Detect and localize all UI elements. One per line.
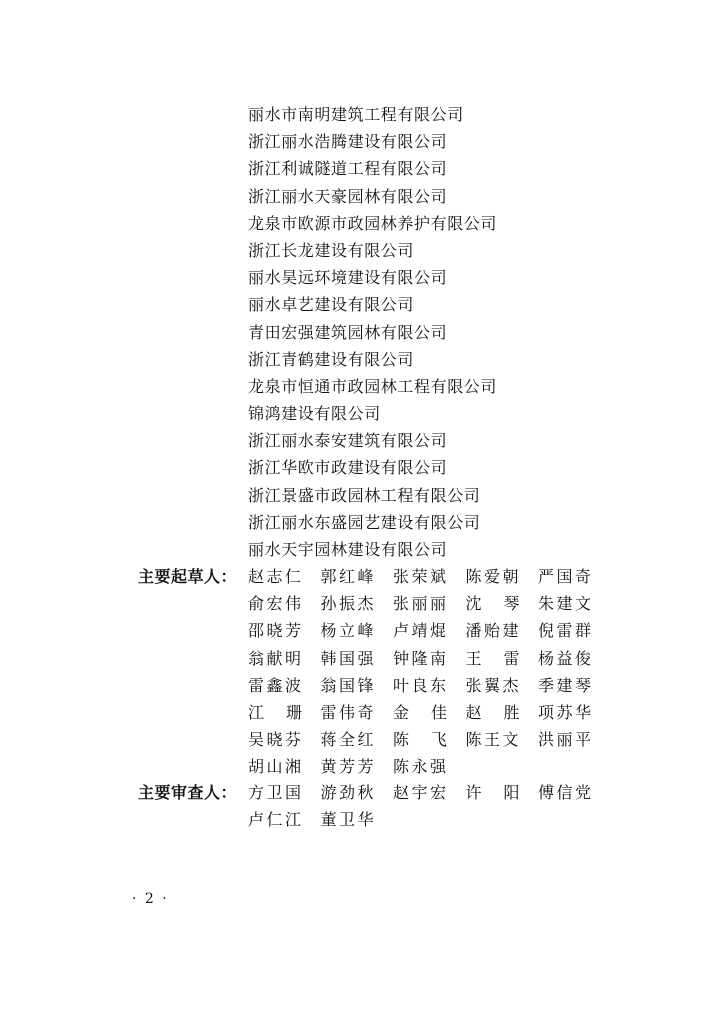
company-item: 丽水天宇园林建设有限公司	[248, 540, 448, 559]
reviewers-name: 董 卫 华	[320, 810, 375, 830]
reviewers-name: 游 劲 秋	[320, 783, 375, 802]
drafters-name: 季 建 琴	[538, 675, 592, 695]
company-item: 丽水昊远环境建设有限公司	[248, 268, 448, 288]
drafters-name: 朱 建 文	[538, 594, 592, 614]
company-item: 龙泉市欧源市政园林养护有限公司	[248, 213, 498, 233]
drafters-name: 杨 立 峰	[320, 621, 375, 641]
company-item: 丽水市南明建筑工程有限公司	[248, 105, 464, 124]
company-item: 锦鸿建设有限公司	[248, 404, 381, 424]
company-item: 浙江华欧市政建设有限公司	[248, 458, 448, 478]
drafters-names-grid	[248, 563, 611, 781]
drafters-name: 沈 琴	[465, 594, 520, 614]
drafters-name: 项 苏 华	[538, 702, 592, 722]
drafters-label: 主要起草人：	[138, 567, 238, 586]
participating-companies-list	[248, 101, 497, 563]
reviewers-name: 卢 仁 江	[248, 810, 302, 830]
drafters-name: 陈 飞	[393, 730, 447, 750]
reviewers-name: 许 阳	[465, 783, 520, 802]
drafters-name: 洪 丽 平	[538, 730, 592, 750]
drafters-name: 叶 良 东	[393, 675, 447, 695]
company-item: 浙江丽水东盛园艺建设有限公司	[248, 512, 481, 532]
drafters-name: 蒋 全 红	[320, 730, 375, 750]
company-item: 龙泉市恒通市政园林工程有限公司	[248, 376, 498, 396]
reviewers-names-grid	[248, 779, 611, 833]
drafters-name: 张 丽 丽	[393, 594, 447, 614]
drafters-name: 吴 晓 芬	[248, 730, 302, 750]
drafters-name: 黄 芳 芳	[320, 757, 375, 777]
drafters-name: 赵 胜	[465, 702, 520, 722]
reviewers-label: 主要审查人：	[138, 783, 238, 802]
company-item: 浙江景盛市政园林工程有限公司	[248, 485, 481, 505]
company-item: 丽水卓艺建设有限公司	[248, 295, 415, 315]
drafters-name: 钟 隆 南	[393, 648, 447, 668]
drafters-name: 翁 献 明	[248, 648, 302, 668]
drafters-name: 严 国 奇	[538, 567, 592, 586]
drafters-name: 杨 益 俊	[538, 648, 592, 668]
drafters-name: 韩 国 强	[320, 648, 375, 668]
drafters-name: 陈 王 文	[465, 730, 520, 750]
drafters-name: 潘 贻 建	[465, 621, 520, 641]
company-item: 浙江丽水天豪园林有限公司	[248, 186, 448, 206]
drafters-name: 王 雷	[465, 648, 520, 668]
drafters-name: 张 荣 斌	[393, 567, 447, 586]
company-item: 青田宏强建筑园林有限公司	[248, 322, 448, 342]
drafters-name: 卢 靖 焜	[393, 621, 447, 641]
drafters-name: 金 佳	[393, 702, 447, 722]
company-item: 浙江长龙建设有限公司	[248, 240, 415, 260]
reviewers-name: 方 卫 国	[248, 783, 302, 802]
drafters-name: 俞 宏 伟	[248, 594, 302, 614]
drafters-name: 倪 雷 群	[538, 621, 592, 641]
drafters-name: 江 珊	[248, 702, 302, 722]
reviewers-name: 傅 信 党	[538, 783, 592, 802]
company-item: 浙江丽水泰安建筑有限公司	[248, 431, 448, 451]
drafters-name: 赵 志 仁	[248, 567, 302, 586]
drafters-name: 张 翼 杰	[465, 675, 520, 695]
drafters-name: 雷 伟 奇	[320, 702, 375, 722]
page-number: · 2 ·	[132, 891, 169, 907]
reviewers-name: 赵 宇 宏	[393, 783, 447, 802]
drafters-name: 孙 振 杰	[320, 594, 375, 614]
drafters-name: 胡 山 湘	[248, 757, 302, 777]
drafters-name: 郭 红 峰	[320, 567, 375, 586]
drafters-name: 陈 永 强	[393, 757, 447, 777]
company-item: 浙江丽水浩腾建设有限公司	[248, 132, 448, 152]
drafters-name: 雷 鑫 波	[248, 675, 302, 695]
drafters-name: 邵 晓 芳	[248, 621, 302, 641]
drafters-name: 陈 爱 朝	[465, 567, 520, 586]
company-item: 浙江青鹤建设有限公司	[248, 349, 415, 369]
company-item: 浙江利诚隧道工程有限公司	[248, 159, 448, 179]
drafters-name: 翁 国 锋	[320, 675, 375, 695]
